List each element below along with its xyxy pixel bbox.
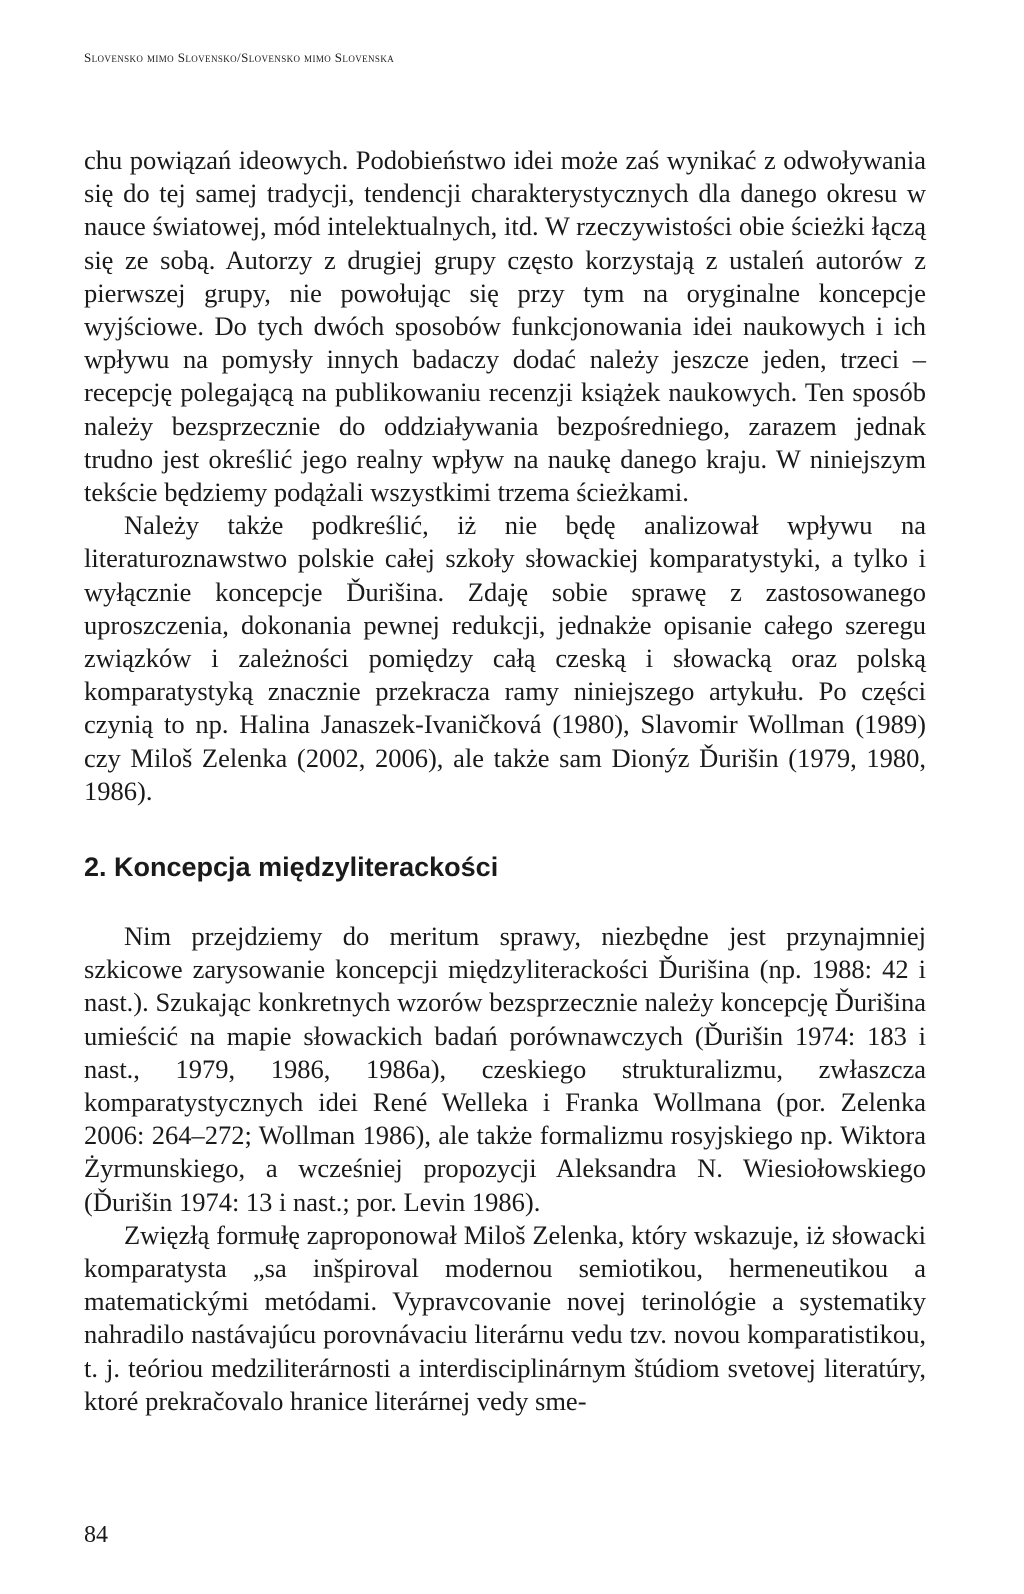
- paragraph: Nim przejdziemy do meritum sprawy, niezbędne jest przynajmniej szkicowe zarysowanie koncepcji międzyliterackości Ďurišina (np. 1988: 42 i nast.). Szukając konkretnych wzorów bezsprzecznie należy koncepcję Ďurišina umieścić na mapie słowackich badań porównawczych (Ďurišin 1974: 183 i nast., 1979, 1986, 1986a), czeskiego strukturalizmu, zwłaszcza komparatystycznych idei René Welleka i Franka Wollmana (por. Zelenka 2006: 264–272; Wollman 1986), ale także formalizmu rosyjskiego np. Wiktora Żyrmunskiego, a wcześniej propozycji Aleksandra N. Wiesiołowskiego (Ďurišin 1974: 13 i nast.; por. Levin 1986).: [84, 921, 926, 1217]
- text-block-lower: [84, 920, 926, 1418]
- paragraph: Zwięzłą formułę zaproponował Miloš Zelenka, który wskazuje, iż słowacki komparatysta „sa inšpiroval modernou semiotikou, hermeneutikou a matematickými metódami. Vypravcovanie novej terinológie a systematiky nahradilo nastávajúcu porovnávaciu literárnu vedu tzv. novou komparatistikou, t. j. teóriou medziliterárnosti a interdisciplinárnym štúdiom svetovej literatúry, ktoré prekračovalo hranice literárnej vedy sme-: [84, 1219, 926, 1416]
- page-number: 84: [84, 1522, 108, 1548]
- section-heading: 2. Koncepcja międzyliterackości: [84, 852, 499, 882]
- paragraph: Należy także podkreślić, iż nie będę analizował wpływu na literaturoznawstwo polskie całej szkoły słowackiej komparatystyki, a tylko i wyłącznie koncepcje Ďurišina. Zdaję sobie sprawę z zastosowanego uproszczenia, dokonania pewnej redukcji, jednakże opisanie całego szeregu związków i zależności pomiędzy całą czeską i słowacką oraz polską komparatystyką znacznie przekracza ramy niniejszego artykułu. Po części czynią to np. Halina Janaszek-Ivaničková (1980), Slavomir Wollman (1989) czy Miloš Zelenka (2002, 2006), ale także sam Dionýz Ďurišin (1979, 1980, 1986).: [84, 510, 926, 806]
- paragraph: chu powiązań ideowych. Podobieństwo idei może zaś wynikać z odwoływania się do tej samej tradycji, tendencji charakterystycznych dla danego okresu w nauce światowej, mód intelektualnych, itd. W rzeczywistości obie ścieżki łączą się ze sobą. Autorzy z drugiej grupy często korzystają z ustaleń autorów z pierwszej grupy, nie powołując się przy tym na oryginalne koncepcje wyjściowe. Do tych dwóch sposobów funkcjonowania idei naukowych i ich wpływu na pomysły innych badaczy dodać należy jeszcze jeden, trzeci – recepcję polegającą na publikowaniu recenzji książek naukowych. Ten sposób należy bezsprzecznie do oddziaływania bezpośredniego, zarazem jednak trudno jest określić jego realny wpływ na naukę danego kraju. W niniejszym tekście będziemy podążali wszystkimi trzema ścieżkami.: [84, 145, 926, 508]
- running-head: Slovensko mimo Slovensko/Slovensko mimo Slovenska: [84, 50, 395, 65]
- text-block-upper: [84, 144, 926, 808]
